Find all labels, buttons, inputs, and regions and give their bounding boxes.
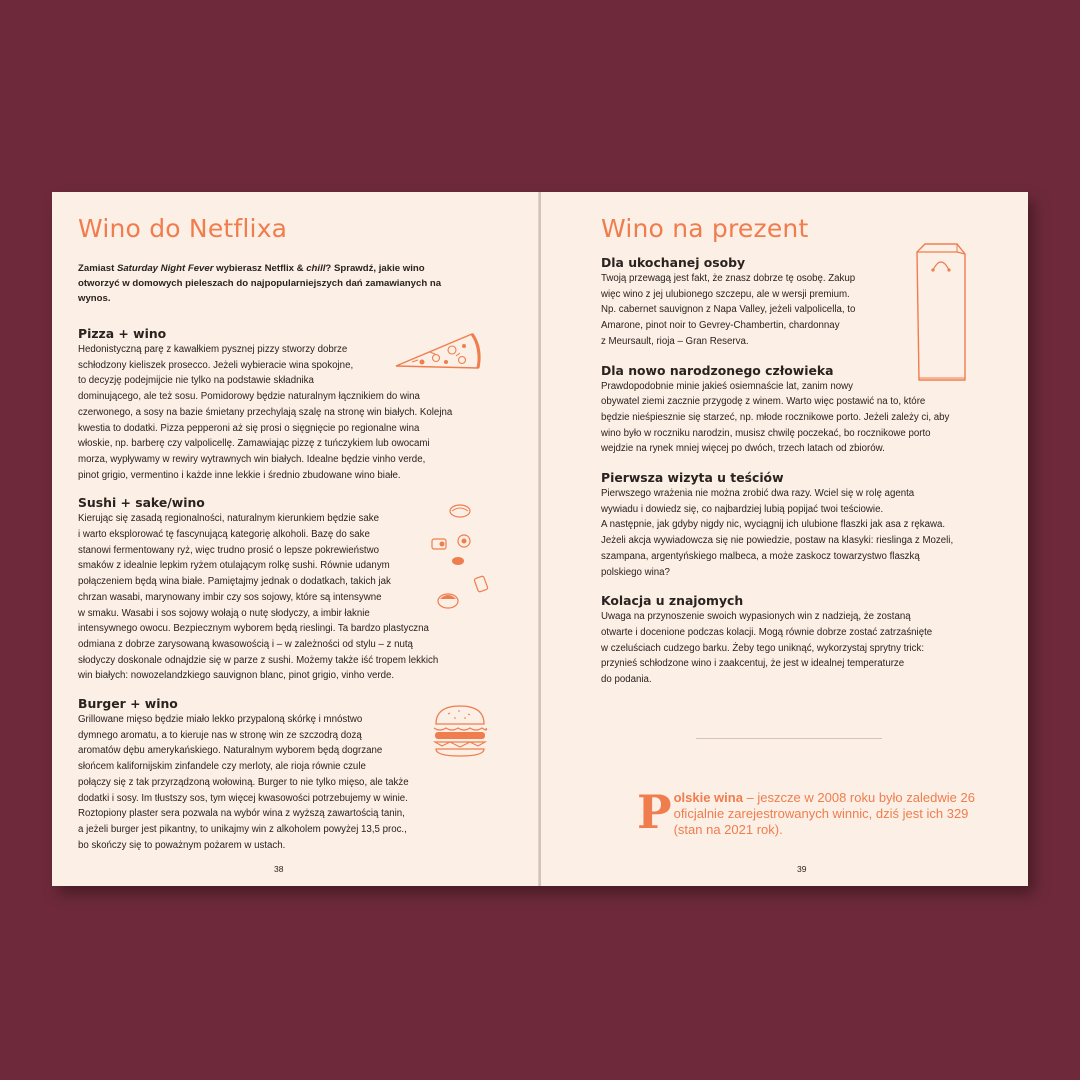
page-title: Wino na prezent — [601, 214, 809, 243]
sushi-roll-icon — [430, 501, 500, 619]
section-body: Kierując się zasadą regionalności, naturalnym kierunkiem będzie sake i warto eksplorować tę fascynującą kategorię alkoholi. Bazę do sake stanowi fermentowany ryż, więc trudno prosić o lepsze pokrewieństwo smaków z idealnie lepkim ryżem otulającym rolkę sushi. Równie udanym połączeniem będą wina białe. Pamiętajmy jednak o dodatkach, takich jak chrzan wasabi, marynowany imbir czy sos sojowy, które są intensywne w smaku. Wasabi i sos sojowy wołają o nutę słodyczy, a imbir łaknie intensywnego owocu. Bezpiecznym wyborem będą rieslingi. Ta bardzo plastyczna odmiana z dobrze zarysowaną kwasowością i – w zależności od stylu – z nutą słodyczy doskonale odnajdzie się w parze z sushi. Możemy także iść tropem lekkich win białych: nowozelandzkiego sauvignon blanc, pinot grigio, vinho verde. — [78, 513, 439, 682]
section-heading: Dla ukochanej osoby — [601, 255, 746, 270]
page-number: 39 — [797, 864, 807, 874]
section-pizza — [78, 326, 519, 483]
section-body: Pierwszego wrażenia nie można zrobić dwa razy. Wciel się w rolę agenta wywiadu i dowiedz się, co najbardziej lubią popijać twoi teściowie. A następnie, jak gdyby nigdy nic, wyciągnij ich ulubione flaszki jak asa z rękawa. Jeżeli akcja wywiadowcza się nie powiedzie, postaw na klasyki: rieslinga z Mozeli, szampana, argentyńskiego malbeca, a może zaskocz towarzystwo flaszką polskiego wina? — [601, 488, 954, 578]
section-in-laws — [601, 470, 1008, 580]
page-left — [52, 192, 539, 886]
section-heading: Kolacja u znajomych — [601, 593, 744, 609]
section-heading: Dla nowo narodzonego człowieka — [601, 362, 834, 378]
section-dinner — [601, 593, 1008, 688]
section-heading: Burger + wino — [78, 696, 178, 712]
divider — [696, 738, 882, 739]
section-heading: Pizza + wino — [78, 326, 167, 341]
page-right — [541, 192, 1028, 886]
drop-cap: P — [637, 785, 672, 839]
section-heading: Pierwsza wizyta u teściów — [601, 470, 784, 486]
book-spread — [52, 192, 1028, 886]
intro-paragraph: Zamiast Saturday Night Fever wybierasz Netflix & chill? Sprawdź, jakie wino otworzyć w domowych pieleszach do najpopularniejszych dań zamawianych na wynos. — [78, 263, 442, 304]
section-body: Prawdopodobnie minie jakieś osiemnaście lat, zanim nowy obywatel ziemi zacznie przygodę z winem. Warto więc postawić na to, które będzie nieśpiesznie się starzeć, np. młode rocznikowe porto. Jeżeli zależy ci, aby wino było w roczniku narodzin, musisz chwilę poczekać, bo rocznikowe porto wejdzie na rynek mniej więcej po dwóch, trzech latach od zbiorów. — [601, 380, 950, 455]
section-body: Grillowane mięso będzie miało lekko przypaloną skórkę i mnóstwo dymnego aromatu, a to kieruje nas w stronę win ze szczodrą dozą aromatów dębu amerykańskiego. Naturalnym wyborem będą dogrzane słońcem kalifornijskim zinfandele czy merloty, ale rioja równie czule połączy się z tak przyrządzoną wołowiną. Burger to nie tylko mięso, ale także dodatki i sosy. Im tłustszy sos, tym więcej kwasowości potrzebujemy w winie. Roztopiony plaster sera pozwala na wybór wina z wyższą zawartością tanin, a jeżeli burger jest pikantny, to unikajmy win z alkoholem powyżej 13,5 proc., bo skończy się to poważnym pożarem w ustach. — [78, 714, 409, 851]
pizza-slice-icon — [392, 328, 484, 372]
section-sushi — [78, 495, 519, 684]
fact-callout: Polskie wina – jeszcze w 2008 roku było zaledwie 26 oficjalnie zarejestrowanych winnic, dziś jest ich 329 (stan na 2021 rok). — [637, 785, 975, 839]
section-body: Hedonistyczną parę z kawałkiem pysznej pizzy stworzy dobrze schłodzony kieliszek prosecco. Jeżeli wybieracie wina spokojne, to decyzję podejmijcie nie tylko na podstawie składnika dominującego, ale też sosu. Pomidorowy będzie naturalnym łącznikiem do wina czerwonego, a sosy na bazie śmietany przechylają szalę na stronę win białych. Kolejna kwestia to dodatki. Pizza pepperoni aż się prosi o sięgnięcie po regionalne wina włoskie, np. barberę czy valpolicellę. Zamawiając pizzę z tuńczykiem lub owocami morza, wypływamy w rewiry wytrawnych win białych. Idealne będzie vinho verde, pinot grigio, vermentino i każde inne lekkie i średnio zbudowane wino białe. — [78, 344, 453, 481]
section-burger — [78, 696, 519, 853]
section-body: Twoją przewagą jest fakt, że znasz dobrze tę osobę. Zakup więc wino z jej ulubionego szczepu, ale w wersji premium. Np. cabernet sauvignon z Napa Valley, jeżeli valpolicella, to Amarone, pinot noir to Gevrey-Chambertin, chardonnay z Meursault, rioja – Gran Reserva. — [601, 273, 856, 347]
section-heading: Sushi + sake/wino — [78, 495, 205, 511]
section-body: Uwaga na przynoszenie swoich wypasionych win z nadzieją, że zostaną otwarte i docenione podczas kolacji. Mogą równie dobrze zostać zatrzaśnięte w czeluściach cudzego barku. Żeby tego uniknąć, wykorzystaj sprytny trick: przynieś schłodzone wino i zaakcentuj, że jest w idealnej temperaturze do podania. — [601, 611, 933, 686]
page-title: Wino do Netflixa — [78, 214, 288, 243]
section-newborn — [601, 363, 1008, 458]
page-number: 38 — [274, 864, 284, 874]
burger-icon — [430, 702, 490, 758]
